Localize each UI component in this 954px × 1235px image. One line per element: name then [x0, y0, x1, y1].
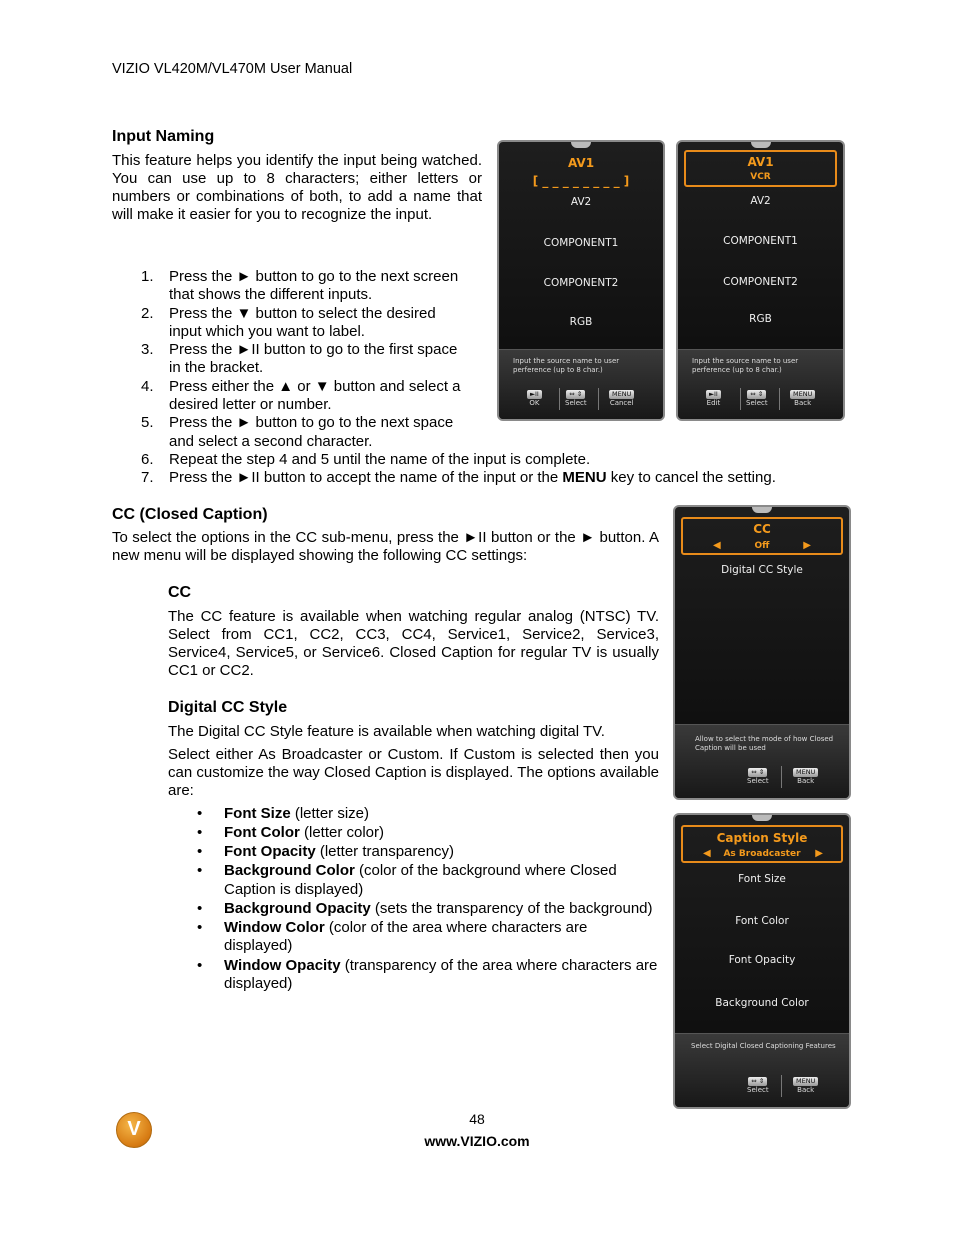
step-7: 7. Press the ►II button to accept the name of the input or the MENU key to cancel the setting.	[141, 469, 776, 487]
input-naming-heading: Input Naming	[112, 128, 215, 145]
select-button[interactable]: ⇔ ⇕ Select	[747, 1077, 769, 1094]
osd-cc-menu	[673, 505, 851, 800]
step-1: 1. Press the ► button to go to the next screen that shows the different inputs.	[141, 268, 459, 304]
step-3: 3. Press the ►II button to go to the first space in the bracket.	[141, 341, 458, 377]
list-item: • Window Color (color of the area where characters are displayed)	[197, 918, 588, 955]
digital-cc-style-heading: Digital CC Style	[168, 699, 288, 716]
cc-section-heading: CC (Closed Caption)	[112, 506, 268, 523]
edit-button[interactable]: ►II Edit	[706, 390, 721, 407]
osd-input-label-value: VCR	[750, 172, 771, 182]
menu-handle	[752, 815, 772, 821]
cc-section-intro: To select the options in the CC sub-menu, press the ►II button or the ► button. A new menu will be displayed showing the following CC settings:	[112, 529, 659, 564]
cancel-button[interactable]: MENU Cancel	[609, 390, 634, 407]
step-4: 4. Press either the ▲ or ▼ button and select a desired letter or number.	[141, 377, 461, 414]
footer-url[interactable]: www.VIZIO.com	[424, 1133, 530, 1149]
cc-heading: CC	[168, 584, 192, 601]
osd-item[interactable]: Font Color	[735, 915, 789, 927]
osd-input-naming-named	[676, 140, 845, 421]
right-arrow-icon[interactable]: ▶	[815, 848, 823, 859]
osd-item[interactable]: RGB	[749, 313, 772, 325]
menu-handle	[571, 142, 591, 148]
left-arrow-icon[interactable]: ◀	[713, 540, 721, 551]
osd-item[interactable]: Background Color	[715, 997, 809, 1009]
osd-footer	[675, 724, 849, 798]
list-item: • Font Size (letter size)	[197, 805, 370, 822]
name-entry-field[interactable]: [ _ _ _ _ _ _ _ _ ]	[532, 174, 630, 188]
menu-handle	[751, 142, 771, 148]
osd-help-text: Allow to select the mode of how Closed Caption will be used	[695, 735, 834, 752]
osd-help-text: Input the source name to user perference (up to 8 char.)	[692, 357, 799, 374]
osd-footer	[678, 349, 843, 419]
osd-item[interactable]: COMPONENT1	[543, 237, 619, 249]
cc-description: The CC feature is available when watching regular analog (NTSC) TV. Select from CC1, CC2, CC3, CC4, Service1, Service2, Service3, Service4, Service5, or Service6. Closed Caption for regular TV is usually CC1 or CC2.	[168, 608, 659, 679]
back-button[interactable]: MENU Back	[793, 768, 818, 785]
document-header: VIZIO VL420M/VL470M User Manual	[112, 61, 353, 77]
digital-cc-style-availability: The Digital CC Style feature is available when watching digital TV.	[168, 723, 605, 740]
osd-item[interactable]: Font Opacity	[728, 954, 796, 966]
list-item: • Font Color (letter color)	[197, 824, 385, 842]
page-number: 48	[469, 1111, 485, 1127]
osd-selected-input: AV1	[747, 155, 774, 169]
input-naming-intro: This feature helps you identify the input being watched. You can use up to 8 characters; either letters or numbers or combinations of both, to add a name that will make it easier for you to recognize the input.	[112, 152, 482, 223]
osd-selected-setting: CC	[753, 522, 771, 536]
osd-item[interactable]: AV2	[570, 196, 592, 208]
osd-footer	[675, 1033, 849, 1107]
osd-item[interactable]: Font Size	[738, 873, 786, 885]
osd-item[interactable]: RGB	[569, 316, 593, 328]
list-item: • Background Color (color of the background where Closed Caption is displayed)	[197, 862, 617, 898]
osd-caption-style-menu	[673, 813, 851, 1109]
osd-item[interactable]: AV2	[750, 195, 771, 207]
select-button[interactable]: ⇔ ⇕ Select	[747, 768, 769, 785]
osd-help-text: Input the source name to user perference (up to 8 char.)	[513, 357, 620, 374]
list-item: • Background Opacity (sets the transparency of the background)	[197, 899, 653, 917]
back-button[interactable]: MENU Back	[790, 390, 815, 407]
step-5: 5. Press the ► button to go to the next space and select a second character.	[141, 414, 454, 450]
vizio-logo: V	[116, 1112, 152, 1148]
digital-cc-style-description: Select either As Broadcaster or Custom. If Custom is selected then you can customize the way Closed Caption is displayed. The options available are:	[168, 746, 659, 799]
back-button[interactable]: MENU Back	[793, 1077, 818, 1094]
step-2: 2. Press the ▼ button to select the desired input which you want to label.	[141, 304, 436, 340]
menu-handle	[752, 507, 772, 513]
list-item: • Window Opacity (transparency of the area where characters are displayed)	[197, 956, 658, 993]
osd-item[interactable]: COMPONENT2	[723, 276, 798, 288]
osd-help-text: Select Digital Closed Captioning Features	[691, 1042, 836, 1050]
select-button[interactable]: ⇔ ⇕ Select	[746, 390, 768, 407]
osd-setting-value: Off	[754, 541, 770, 551]
ok-button[interactable]: ►II OK	[527, 390, 542, 407]
osd-item[interactable]: COMPONENT1	[723, 235, 798, 247]
osd-item[interactable]: Digital CC Style	[721, 564, 803, 576]
step-6: 6. Repeat the step 4 and 5 until the name of the input is complete.	[141, 450, 591, 468]
osd-selected-input: AV1	[567, 156, 595, 170]
list-item: • Font Opacity (letter transparency)	[197, 843, 455, 861]
select-button[interactable]: ⇔ ⇕ Select	[565, 390, 587, 407]
osd-selected-setting: Caption Style	[716, 831, 808, 845]
caption-options-list	[168, 805, 658, 994]
osd-input-naming-edit	[497, 140, 665, 421]
left-arrow-icon[interactable]: ◀	[703, 848, 711, 859]
osd-footer	[499, 349, 663, 419]
osd-item[interactable]: COMPONENT2	[543, 277, 619, 289]
osd-setting-value: As Broadcaster	[723, 849, 801, 859]
right-arrow-icon[interactable]: ▶	[803, 540, 811, 551]
